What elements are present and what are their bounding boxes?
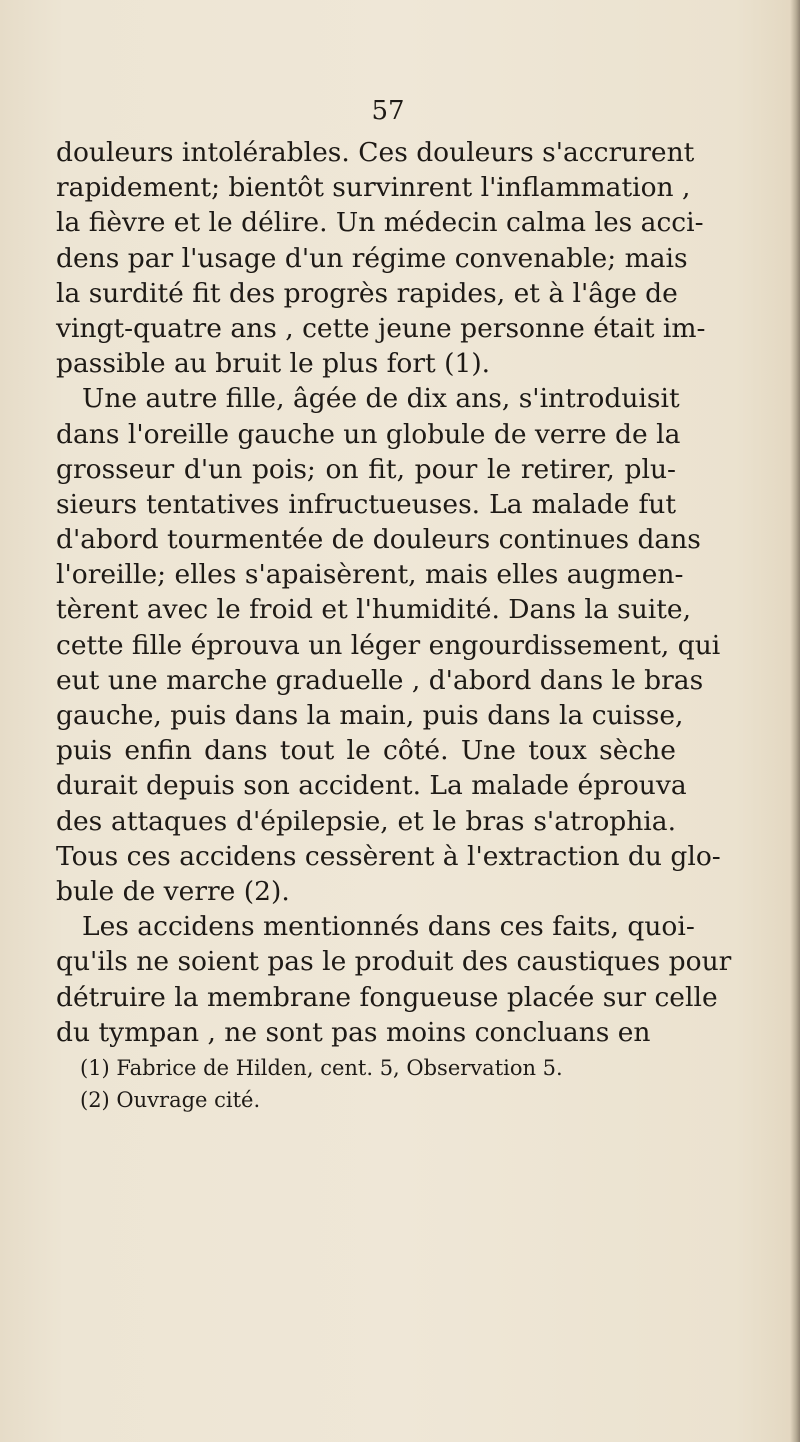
footnote: (1) Fabrice de Hilden, cent. 5, Observation 5. [80,1056,563,1080]
text-line: Les accidens mentionnés dans ces faits, quoi- [82,911,695,943]
text-line: durait depuis son accident. La malade éprouva [56,770,687,802]
text-line: dens par l'usage d'un régime convenable; mais [56,242,688,274]
text-line: la fièvre et le délire. Un médecin calma les acci- [56,207,704,239]
text-line: qu'ils ne soient pas le produit des caustiques pour [56,946,732,978]
text-line: cette fille éprouva un léger engourdissement, qui [56,629,721,661]
text-line: vingt-quatre ans , cette jeune personne était im- [56,312,706,344]
text-line: dans l'oreille gauche un globule de verre de la [56,418,681,450]
page-edge-shadow [790,0,800,1442]
text-line: d'abord tourmentée de douleurs continues dans [56,524,701,556]
paragraph [56,135,706,381]
text-line: tèrent avec le froid et l'humidité. Dans la suite, [56,594,692,626]
text-line: rapidement; bientôt survinrent l'inflammation , [56,172,691,204]
text-line: du tympan , ne sont pas moins concluans en [56,1016,651,1048]
text-line: passible au bruit le plus fort (1). [56,348,491,380]
text-line: Tous ces accidens cessèrent à l'extraction du glo- [56,840,721,872]
text-line: des attaques d'épilepsie, et le bras s'atrophia. [56,805,676,837]
footnotes [80,1052,680,1116]
text-line: bule de verre (2). [56,875,290,907]
paragraph [56,381,721,909]
text-line: eut une marche graduelle , d'abord dans le bras [56,664,704,696]
text-line: sieurs tentatives infructueuses. La malade fut [56,488,676,520]
text-line: la surdité fit des progrès rapides, et à l'âge de [56,277,678,309]
text-line: détruire la membrane fongueuse placée sur celle [56,981,718,1013]
text-line: grosseur d'un pois; on fit, pour le retirer, plu- [56,453,676,485]
paragraph [56,909,732,1050]
text-line: Une autre fille, âgée de dix ans, s'introduisit [82,383,680,415]
footnote: (2) Ouvrage cité. [80,1088,261,1112]
text-line: puis enfin dans tout le côté. Une toux sèche [56,735,676,767]
text-line: douleurs intolérables. Ces douleurs s'accrurent [56,137,695,168]
body-text [56,135,732,1050]
page-number: 57 [371,96,405,126]
text-line: l'oreille; elles s'apaisèrent, mais elles augmen- [56,559,684,591]
text-line: gauche, puis dans la main, puis dans la cuisse, [56,700,684,731]
